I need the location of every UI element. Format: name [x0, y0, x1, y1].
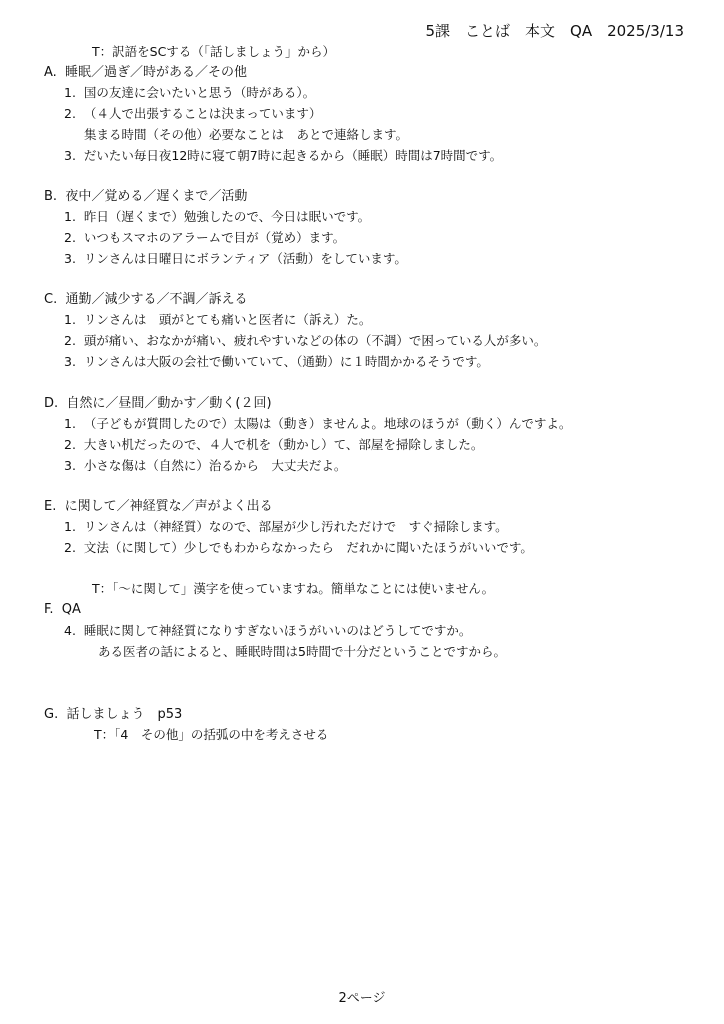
section-c-item-2: 2. 頭が痛い、おなかが痛い、疲れやすいなどの体の（不調）で困っている人が多い。	[64, 333, 547, 348]
page-number: 2ページ	[338, 991, 386, 1006]
section-e-item-2: 2. 文法（に関して）少しでもわからなかったら だれかに聞いたほうがいいです。	[64, 540, 533, 555]
section-e-note: T：「～に関して」漢字を使っていますね。簡単なことには使いません。	[92, 581, 495, 596]
section-b-heading: B. 夜中／覚める／遅くまで／活動	[44, 189, 248, 204]
section-d-item-1: 1. （子どもが質問したので）太陽は（動き）ませんよ。地球のほうが（動く）んですよ。	[64, 416, 572, 431]
section-g-note: T：「4 その他」の括弧の中を考えさせる	[94, 727, 329, 742]
section-a-item-2-answer: 集まる時間（その他）必要なことは あとで連絡します。	[84, 127, 409, 142]
section-f-question: 4. 睡眠に関して神経質になりすぎないほうがいいのはどうしてですか。	[64, 623, 472, 638]
section-a-item-3: 3. だいたい毎日夜12時に寝て朝7時に起きるから（睡眠）時間は7時間です。	[64, 148, 503, 163]
section-a-item-2: 2. （４人で出張することは決まっています）	[64, 106, 322, 121]
section-f-heading: F. QA	[44, 602, 81, 617]
section-e-item-1: 1. リンさんは（神経質）なので、部屋が少し汚れただけで すぐ掃除します。	[64, 519, 508, 534]
intro-note: T：訳語をSCする（「話しましょう」から）	[92, 44, 336, 59]
section-b-item-1: 1. 昨日（遅くまで）勉強したので、今日は眠いです。	[64, 209, 371, 224]
section-c-item-1: 1. リンさんは 頭がとても痛いと医者に（訴え）た。	[64, 312, 372, 327]
section-d-item-3: 3. 小さな傷は（自然に）治るから 大丈夫だよ。	[64, 458, 347, 473]
section-c-heading: C. 通勤／減少する／不調／訴える	[44, 292, 248, 307]
section-e-heading: E. に関して／神経質な／声がよく出る	[44, 499, 273, 514]
section-f-answer: ある医者の話によると、睡眠時間は5時間で十分だということですから。	[98, 644, 506, 659]
section-d-item-2: 2. 大きい机だったので、４人で机を（動かし）て、部屋を掃除しました。	[64, 437, 484, 452]
section-b-item-3: 3. リンさんは日曜日にボランティア（活動）をしています。	[64, 251, 407, 266]
section-g-heading: G. 話しましょう p53	[44, 707, 183, 722]
section-a-heading: A. 睡眠／過ぎ／時がある／その他	[44, 65, 248, 80]
page-header: 5課 ことば 本文 QA 2025/3/13	[425, 22, 684, 40]
section-b-item-2: 2. いつもスマホのアラームで目が（覚め）ます。	[64, 230, 346, 245]
section-c-item-3: 3. リンさんは大阪の会社で働いていて、（通勤）に１時間かかるそうです。	[64, 354, 489, 369]
section-a-item-1: 1. 国の友達に会いたいと思う（時がある）。	[64, 85, 316, 100]
section-d-heading: D. 自然に／昼間／動かす／動く(２回)	[44, 396, 272, 411]
